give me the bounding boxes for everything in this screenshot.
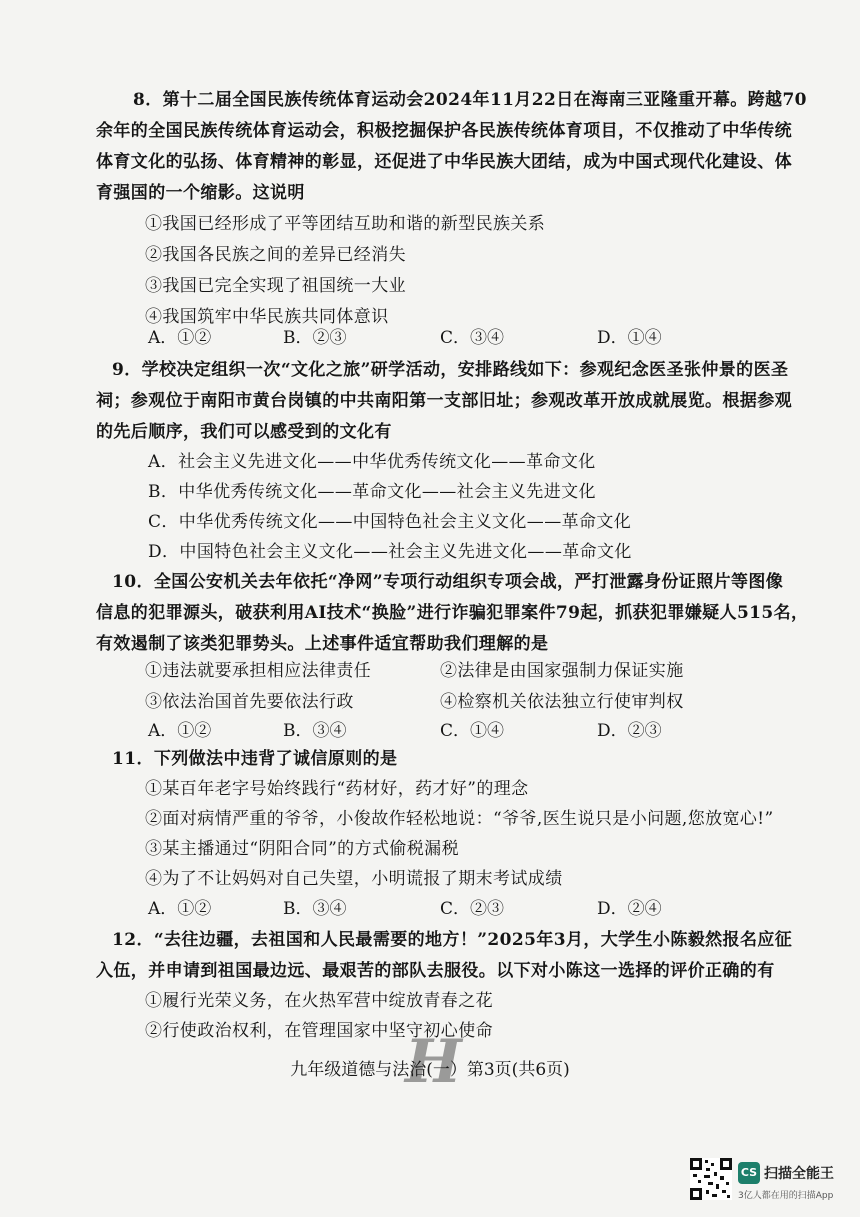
q9-option-b: B．中华优秀传统文化——革命文化——社会主义先进文化	[148, 482, 596, 502]
q10-item-1: ①违法就要承担相应法律责任	[145, 661, 372, 681]
q10-stem-line-1: 10．全国公安机关去年依托“净网”专项行动组织专项会战，严打泄露身份证照片等图像	[112, 572, 784, 592]
q10-stem-line-3: 有效遏制了该类犯罪势头。上述事件适宜帮助我们理解的是	[96, 634, 549, 654]
q11-item-2: ②面对病情严重的爷爷，小俊故作轻松地说：“爷爷,医生说只是小问题,您放宽心!”	[145, 809, 774, 829]
q8-stem-line-3: 体育文化的弘扬、体育精神的彰显，还促进了中华民族大团结，成为中国式现代化建设、体	[96, 152, 792, 172]
q8-item-2: ②我国各民族之间的差异已经消失	[145, 245, 406, 265]
q10-item-2: ②法律是由国家强制力保证实施	[440, 661, 684, 681]
q12-item-1: ①履行光荣义务，在火热军营中绽放青春之花	[145, 991, 493, 1011]
q10-item-4: ④检察机关依法独立行使审判权	[440, 692, 684, 712]
q10-option-c: C．①④	[440, 721, 505, 741]
scanner-app-name: 扫描全能王	[764, 1166, 834, 1182]
q12-stem-line-1: 12．“去往边疆，去祖国和人民最需要的地方！”2025年3月，大学生小陈毅然报名应征	[112, 930, 793, 950]
q12-stem-line-2: 入伍，并申请到祖国最边远、最艰苦的部队去服役。以下对小陈这一选择的评价正确的有	[96, 961, 775, 981]
q9-option-c: C．中华优秀传统文化——中国特色社会主义文化——革命文化	[148, 512, 632, 532]
q11-option-a: A．①②	[148, 899, 212, 919]
q9-stem-line-3: 的先后顺序，我们可以感受到的文化有	[96, 422, 392, 442]
q10-option-b: B．③④	[283, 721, 347, 741]
q10-option-d: D．②③	[597, 721, 662, 741]
q11-option-b: B．③④	[283, 899, 347, 919]
page-footer: 九年级道德与法治(一）第3页(共6页)	[290, 1060, 570, 1080]
scanner-tagline: 3亿人都在用的扫描App	[738, 1191, 834, 1201]
q8-stem-line-4: 育强国的一个缩影。这说明	[96, 183, 305, 203]
q8-stem-line-1: 8．第十二届全国民族传统体育运动会2024年11月22日在海南三亚隆重开幕。跨越70	[133, 90, 807, 110]
q12-item-2: ②行使政治权利，在管理国家中坚守初心使命	[145, 1021, 493, 1041]
q9-stem-line-2: 祠；参观位于南阳市黄台岗镇的中共南阳第一支部旧址；参观改革开放成就展览。根据参观	[96, 391, 792, 411]
q8-option-c: C．③④	[440, 328, 505, 348]
q8-item-3: ③我国已完全实现了祖国统一大业	[145, 276, 406, 296]
q10-item-3: ③依法治国首先要依法行政	[145, 692, 354, 712]
q8-option-a: A．①②	[148, 328, 212, 348]
q9-stem-line-1: 9．学校决定组织一次“文化之旅”研学活动，安排路线如下：参观纪念医圣张仲景的医圣	[112, 360, 789, 380]
q11-option-d: D．②④	[597, 899, 662, 919]
q10-option-a: A．①②	[148, 721, 212, 741]
q8-item-1: ①我国已经形成了平等团结互助和谐的新型民族关系	[145, 214, 546, 234]
q11-option-c: C．②③	[440, 899, 505, 919]
q10-stem-line-2: 信息的犯罪源头，破获利用AI技术“换脸”进行诈骗犯罪案件79起，抓获犯罪嫌疑人515名，	[96, 603, 809, 623]
q8-item-4: ④我国筑牢中华民族共同体意识	[145, 307, 389, 327]
q11-item-1: ①某百年老字号始终践行“药材好，药才好”的理念	[145, 779, 529, 799]
q11-item-4: ④为了不让妈妈对自己失望，小明谎报了期末考试成绩	[145, 869, 563, 889]
qr-code-icon	[690, 1158, 732, 1200]
q11-stem: 11．下列做法中违背了诚信原则的是	[112, 749, 398, 769]
q9-option-d: D．中国特色社会主义文化——社会主义先进文化——革命文化	[148, 542, 632, 562]
camscanner-logo-icon: CS	[738, 1162, 760, 1184]
q8-option-b: B．②③	[283, 328, 347, 348]
q9-option-a: A．社会主义先进文化——中华优秀传统文化——革命文化	[148, 452, 596, 472]
q11-item-3: ③某主播通过“阴阳合同”的方式偷税漏税	[145, 839, 459, 859]
q8-option-d: D．①④	[597, 328, 662, 348]
q8-stem-line-2: 余年的全国民族传统体育运动会，积极挖掘保护各民族传统体育项目，不仅推动了中华传统	[96, 121, 792, 141]
watermark-letter: H	[405, 1027, 462, 1097]
